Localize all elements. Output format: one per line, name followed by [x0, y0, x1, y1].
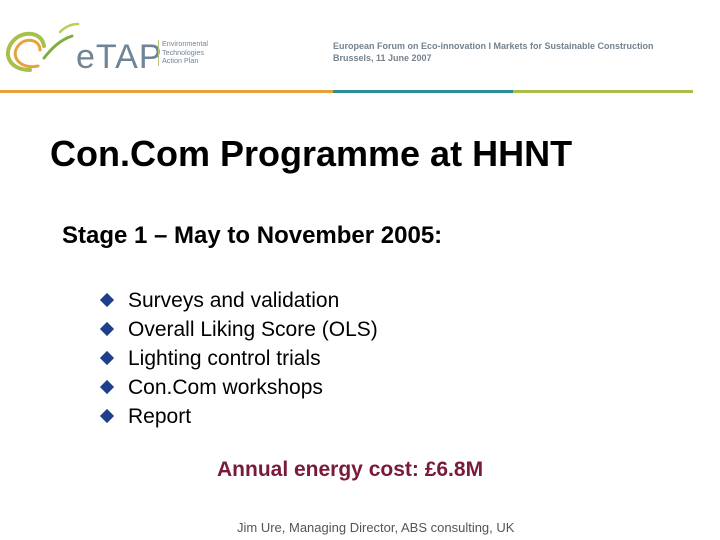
- bullet-text: Surveys and validation: [128, 289, 340, 312]
- diamond-bullet-icon: [100, 409, 114, 423]
- header-divider-teal: [333, 90, 513, 93]
- etap-logo: [0, 18, 215, 80]
- stage-heading: Stage 1 – May to November 2005:: [62, 222, 443, 249]
- presenter-footer: Jim Ure, Managing Director, ABS consulting, UK: [237, 520, 515, 535]
- bullet-text: Report: [128, 405, 192, 428]
- event-header: [333, 40, 654, 64]
- header-divider-green: [513, 90, 693, 93]
- diamond-bullet-icon: [100, 293, 114, 307]
- bullet-text: Overall Liking Score (OLS): [128, 318, 378, 341]
- bullet-text: Lighting control trials: [128, 347, 321, 370]
- event-title: European Forum on Eco-innovation I Markets for Sustainable Construction: [333, 41, 654, 51]
- diamond-bullet-icon: [100, 380, 114, 394]
- diamond-bullet-icon: [100, 322, 114, 336]
- slide-title: Con.Com Programme at HHNT: [50, 133, 573, 174]
- logo-subtitle-line: Environmental: [162, 39, 208, 48]
- logo-subtitle-line: Technologies: [162, 47, 204, 57]
- bullet-text: Con.Com workshops: [128, 376, 323, 399]
- diamond-bullet-icon: [100, 351, 114, 365]
- event-date: Brussels, 11 June 2007: [333, 53, 432, 63]
- logo-wordmark: eTAP: [76, 38, 163, 76]
- header-divider-orange: [0, 90, 333, 93]
- logo-subtitle: [158, 40, 208, 66]
- logo-subtitle-line: Action Plan: [162, 56, 199, 66]
- annual-energy-cost: Annual energy cost: £6.8M: [217, 458, 484, 481]
- etap-swirl-icon: [0, 18, 80, 80]
